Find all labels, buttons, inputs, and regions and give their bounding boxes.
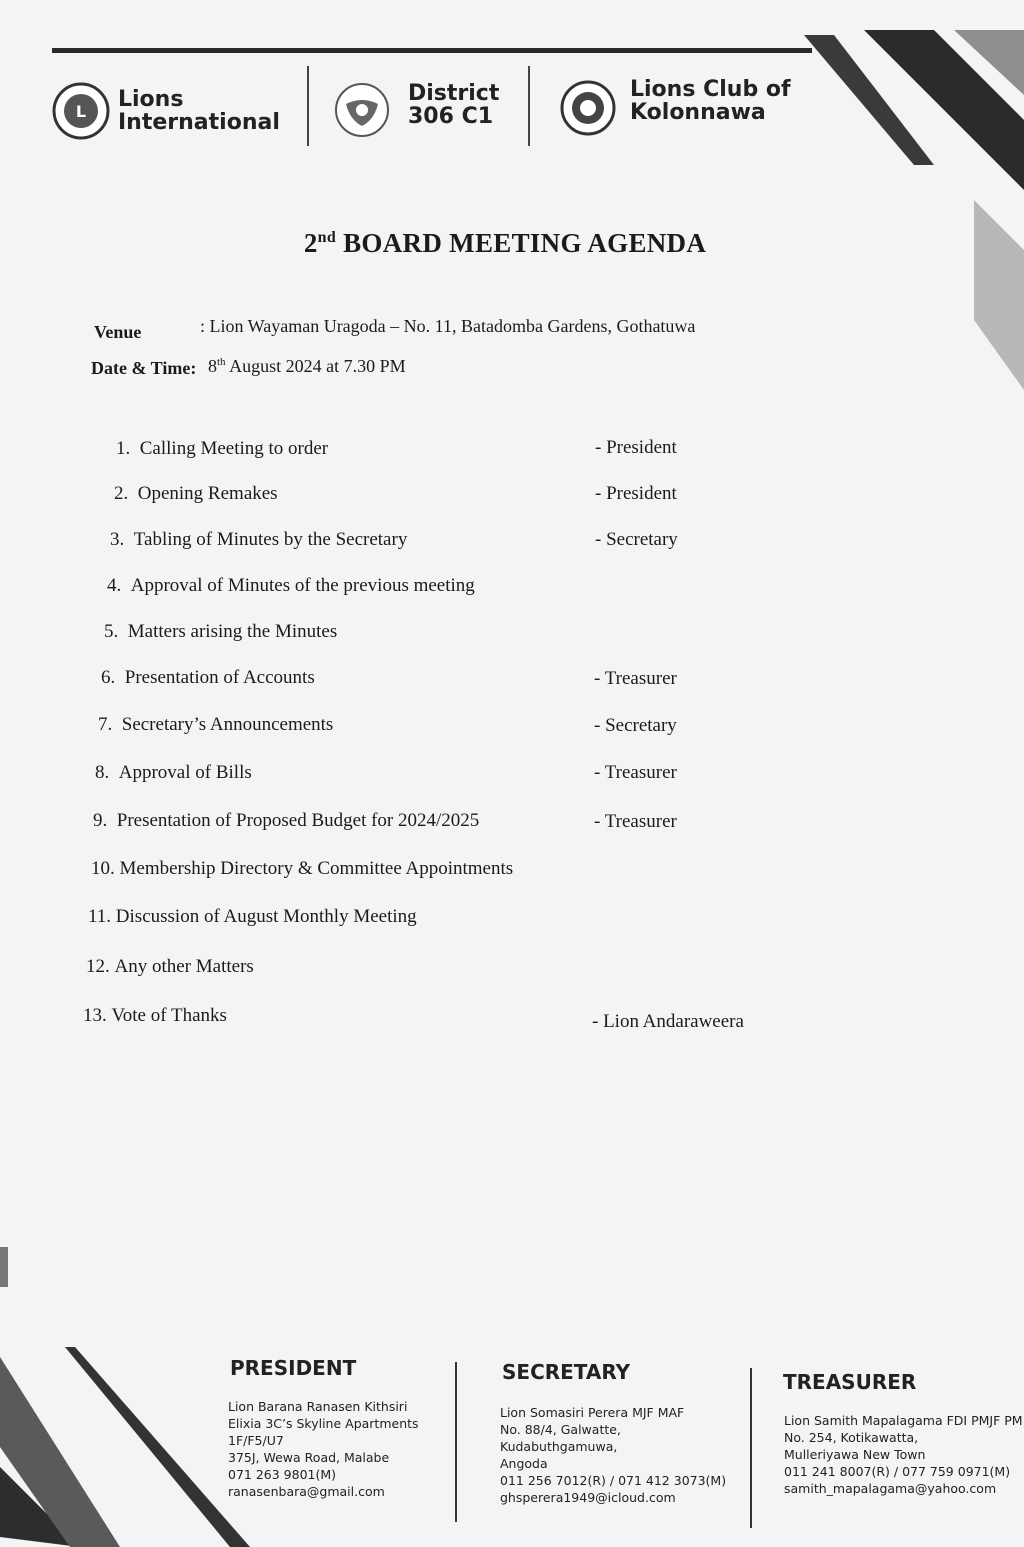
lions-international-logo-icon	[52, 82, 110, 140]
org2-line2: 306 C1	[408, 104, 494, 130]
footer-divider	[455, 1362, 457, 1522]
agenda-item-responsible: - President	[595, 483, 677, 504]
agenda-item-number: 11.	[88, 906, 112, 927]
agenda-item	[83, 1005, 227, 1027]
treasurer-line: Lion Samith Mapalagama FDI PMJF PM	[784, 1413, 1023, 1428]
agenda-item	[98, 714, 333, 736]
agenda-item-number: 2.	[114, 483, 129, 504]
president-line: 1F/F5/U7	[228, 1433, 284, 1448]
president-line: Elixia 3C’s Skyline Apartments	[228, 1416, 419, 1431]
president-line: Lion Barana Ranasen Kithsiri	[228, 1399, 408, 1414]
org1-line1: Lions	[118, 87, 184, 112]
header-rule	[52, 48, 812, 53]
agenda-item-text: Membership Directory & Committee Appointments	[119, 858, 514, 879]
agenda-item-text: Opening Remakes	[137, 483, 278, 504]
agenda-item-number: 9.	[93, 810, 108, 831]
header-divider	[528, 66, 530, 146]
agenda-item-number: 4.	[107, 575, 122, 596]
treasurer-heading: TREASURER	[783, 1370, 917, 1394]
secretary-line: Kudabuthgamuwa,	[500, 1439, 618, 1454]
agenda-item-text: Approval of Bills	[118, 762, 252, 783]
title-prefix: 2	[303, 228, 318, 258]
agenda-item-responsible: - Treasurer	[594, 668, 677, 689]
date-sup: th	[217, 356, 226, 368]
venue-value: : Lion Wayaman Uragoda – No. 11, Batadomba Gardens, Gothatuwa	[200, 316, 696, 336]
agenda-item	[110, 529, 407, 551]
org2-line1: District	[408, 81, 500, 106]
secretary-line: Angoda	[500, 1456, 548, 1471]
secretary-line: Lion Somasiri Perera MJF MAF	[500, 1405, 685, 1420]
agenda-item	[101, 667, 315, 689]
title-main: BOARD MEETING AGENDA	[336, 228, 707, 258]
agenda-item-responsible: - Treasurer	[594, 762, 677, 783]
agenda-item-number: 1.	[116, 438, 131, 459]
agenda-item-responsible: - Secretary	[595, 529, 678, 550]
svg-text:L: L	[75, 102, 87, 121]
agenda-item-text: Presentation of Accounts	[124, 667, 315, 688]
title-sup: nd	[317, 229, 337, 246]
agenda-item-number: 7.	[98, 714, 113, 735]
header-divider	[307, 66, 309, 146]
date-day: 8	[208, 356, 217, 376]
agenda-item-number: 8.	[95, 762, 110, 783]
agenda-item-number: 6.	[101, 667, 116, 688]
secretary-line: ghsperera1949@icloud.com	[500, 1490, 676, 1505]
org2-name	[408, 82, 499, 128]
date-label: Date & Time:	[91, 358, 197, 378]
agenda-item-number: 10.	[91, 858, 115, 879]
agenda-item	[91, 858, 513, 880]
secretary-line: 011 256 7012(R) / 071 412 3073(M)	[500, 1473, 727, 1488]
org3-line2: Kolonnawa	[630, 100, 766, 126]
agenda-item-responsible: - Secretary	[594, 715, 677, 736]
agenda-item-responsible: - Treasurer	[594, 811, 677, 832]
date-rest: August 2024 at 7.30 PM	[225, 356, 406, 376]
secretary-details	[500, 1404, 726, 1506]
org1-line2: International	[118, 110, 280, 136]
org1-name	[118, 88, 280, 134]
corner-stripes-bottom-left	[0, 1247, 260, 1547]
date-value	[208, 356, 406, 377]
agenda-item-text: Discussion of August Monthly Meeting	[115, 906, 417, 927]
treasurer-line: samith_mapalagama@yahoo.com	[784, 1481, 997, 1496]
agenda-item-text: Tabling of Minutes by the Secretary	[133, 529, 408, 550]
agenda-item-number: 5.	[104, 621, 119, 642]
treasurer-line: No. 254, Kotikawatta,	[784, 1430, 919, 1445]
agenda-item	[107, 575, 475, 597]
agenda-item	[88, 906, 417, 928]
agenda-item	[86, 956, 254, 978]
agenda-item-responsible: - President	[595, 437, 677, 458]
treasurer-line: 011 241 8007(R) / 077 759 0971(M)	[784, 1464, 1011, 1479]
club-logo-icon	[560, 80, 616, 136]
org3-name	[630, 78, 791, 124]
agenda-item	[114, 483, 278, 505]
agenda-item-text: Any other Matters	[114, 956, 254, 977]
agenda-item-text: Matters arising the Minutes	[127, 621, 338, 642]
agenda-item-text: Approval of Minutes of the previous meeting	[130, 575, 475, 596]
agenda-item-text: Vote of Thanks	[111, 1005, 227, 1026]
president-line: 375J, Wewa Road, Malabe	[228, 1450, 390, 1465]
venue-label: Venue	[94, 322, 142, 342]
agenda-item-number: 12.	[86, 956, 110, 977]
agenda-item-responsible: - Lion Andaraweera	[592, 1011, 744, 1032]
corner-stripes-top-right	[804, 0, 1024, 390]
treasurer-details	[784, 1412, 1023, 1497]
org3-line1: Lions Club of	[630, 77, 791, 102]
agenda-item	[116, 438, 328, 460]
president-heading: PRESIDENT	[230, 1356, 357, 1380]
agenda-item-text: Secretary’s Announcements	[121, 714, 334, 735]
footer-divider	[750, 1368, 752, 1528]
agenda-item-number: 3.	[110, 529, 125, 550]
agenda-item-text: Calling Meeting to order	[139, 438, 329, 459]
agenda-item-text: Presentation of Proposed Budget for 2024/2025	[116, 810, 480, 831]
president-line: 071 263 9801(M)	[228, 1467, 337, 1482]
secretary-line: No. 88/4, Galwatte,	[500, 1422, 621, 1437]
agenda-item	[104, 621, 337, 643]
president-line: ranasenbara@gmail.com	[228, 1484, 385, 1499]
secretary-heading: SECRETARY	[502, 1360, 631, 1384]
agenda-item-number: 13.	[83, 1005, 107, 1026]
president-details	[228, 1398, 419, 1500]
agenda-item	[93, 810, 479, 832]
district-logo-icon	[334, 82, 390, 138]
agenda-item	[95, 762, 252, 784]
treasurer-line: Mulleriyawa New Town	[784, 1447, 926, 1462]
page-title	[0, 228, 1010, 259]
